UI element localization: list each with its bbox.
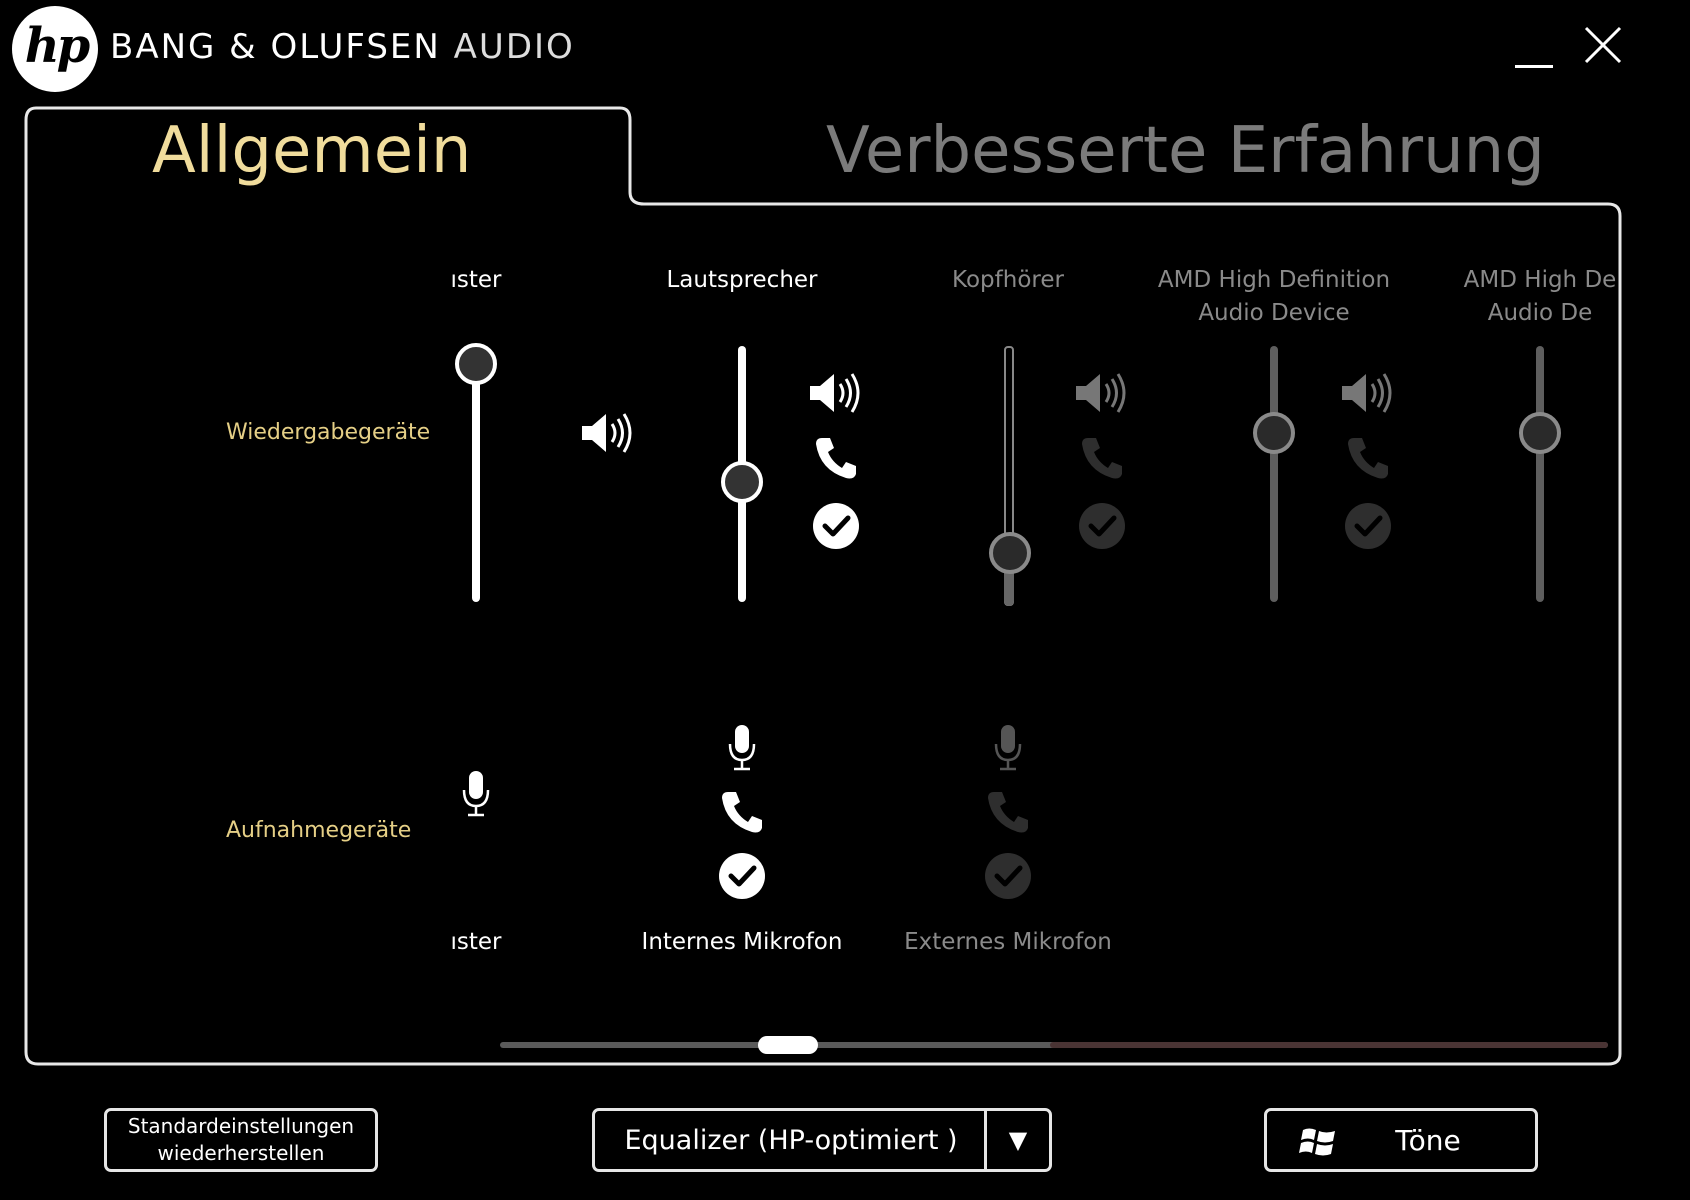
default-device-check-icon bbox=[984, 852, 1032, 900]
communication-device-icon bbox=[814, 434, 860, 482]
volume-slider[interactable] bbox=[1536, 346, 1544, 602]
minimize-button[interactable] bbox=[1512, 20, 1556, 70]
communication-device-icon bbox=[720, 788, 766, 836]
communication-device-icon bbox=[1346, 434, 1392, 482]
hp-logo-text: hp bbox=[24, 18, 88, 74]
recording-device-name: Internes Mikrofon bbox=[641, 929, 843, 955]
microphone-icon bbox=[727, 724, 757, 772]
sounds-label: Töne bbox=[1395, 1123, 1461, 1157]
volume-slider[interactable] bbox=[1004, 346, 1014, 606]
restore-defaults-button[interactable] bbox=[104, 1108, 378, 1172]
recording-device-name: Externes Mikrofon bbox=[904, 929, 1112, 955]
close-button[interactable] bbox=[1576, 20, 1626, 70]
microphone-icon bbox=[461, 770, 491, 818]
restore-defaults-line1: Standardeinstellungen bbox=[127, 1114, 355, 1138]
default-device-check-icon bbox=[1344, 502, 1392, 550]
tab-verbesserte-erfahrung[interactable]: Verbesserte Erfahrung bbox=[826, 114, 1545, 188]
scrollbar-track-remaining bbox=[1050, 1042, 1608, 1048]
playback-device-name: Kopfhörer bbox=[952, 267, 1064, 293]
speaker-icon bbox=[808, 370, 864, 416]
brand-main: BANG & OLUFSEN bbox=[110, 27, 441, 67]
brand-sub: AUDIO bbox=[453, 27, 575, 67]
recording-device-name: ıster bbox=[450, 929, 502, 955]
volume-slider-knob[interactable] bbox=[1253, 412, 1295, 454]
scrollbar-thumb[interactable] bbox=[758, 1036, 818, 1054]
sounds-button[interactable] bbox=[1264, 1108, 1538, 1172]
volume-slider-knob[interactable] bbox=[455, 343, 497, 385]
communication-device-icon bbox=[986, 788, 1032, 836]
dropdown-arrow-icon[interactable]: ▼ bbox=[1008, 1126, 1028, 1154]
default-device-check-icon bbox=[1078, 502, 1126, 550]
volume-slider-knob[interactable] bbox=[1519, 412, 1561, 454]
device-carousel bbox=[450, 250, 1617, 970]
recording-devices-label: Aufnahmegeräte bbox=[226, 818, 412, 843]
volume-slider[interactable] bbox=[472, 346, 480, 602]
communication-device-icon bbox=[1080, 434, 1126, 482]
volume-slider-knob[interactable] bbox=[989, 532, 1031, 574]
speaker-icon bbox=[1340, 370, 1396, 416]
speaker-icon bbox=[1074, 370, 1130, 416]
windows-logo-icon bbox=[1299, 1124, 1339, 1167]
equalizer-value: Equalizer (HP-optimiert ) bbox=[624, 1124, 958, 1156]
playback-devices-label: Wiedergabegeräte bbox=[226, 420, 431, 445]
volume-slider[interactable] bbox=[738, 346, 746, 602]
default-device-check-icon bbox=[718, 852, 766, 900]
restore-defaults-line2: wiederherstellen bbox=[157, 1141, 325, 1165]
volume-slider[interactable] bbox=[1270, 346, 1278, 602]
playback-device-name: AMD High De Audio De bbox=[1463, 267, 1617, 326]
playback-device-name: AMD High Definition Audio Device bbox=[1157, 267, 1391, 326]
playback-device-name: ıster bbox=[450, 267, 502, 293]
speaker-icon bbox=[580, 410, 636, 456]
volume-slider-knob[interactable] bbox=[721, 461, 763, 503]
tab-allgemein[interactable]: Allgemein bbox=[152, 114, 472, 188]
brand-title bbox=[110, 27, 575, 67]
microphone-icon bbox=[993, 724, 1023, 772]
close-icon bbox=[1576, 20, 1626, 70]
equalizer-select[interactable] bbox=[592, 1108, 1052, 1172]
playback-device-name: Lautsprecher bbox=[666, 267, 818, 293]
default-device-check-icon bbox=[812, 502, 860, 550]
